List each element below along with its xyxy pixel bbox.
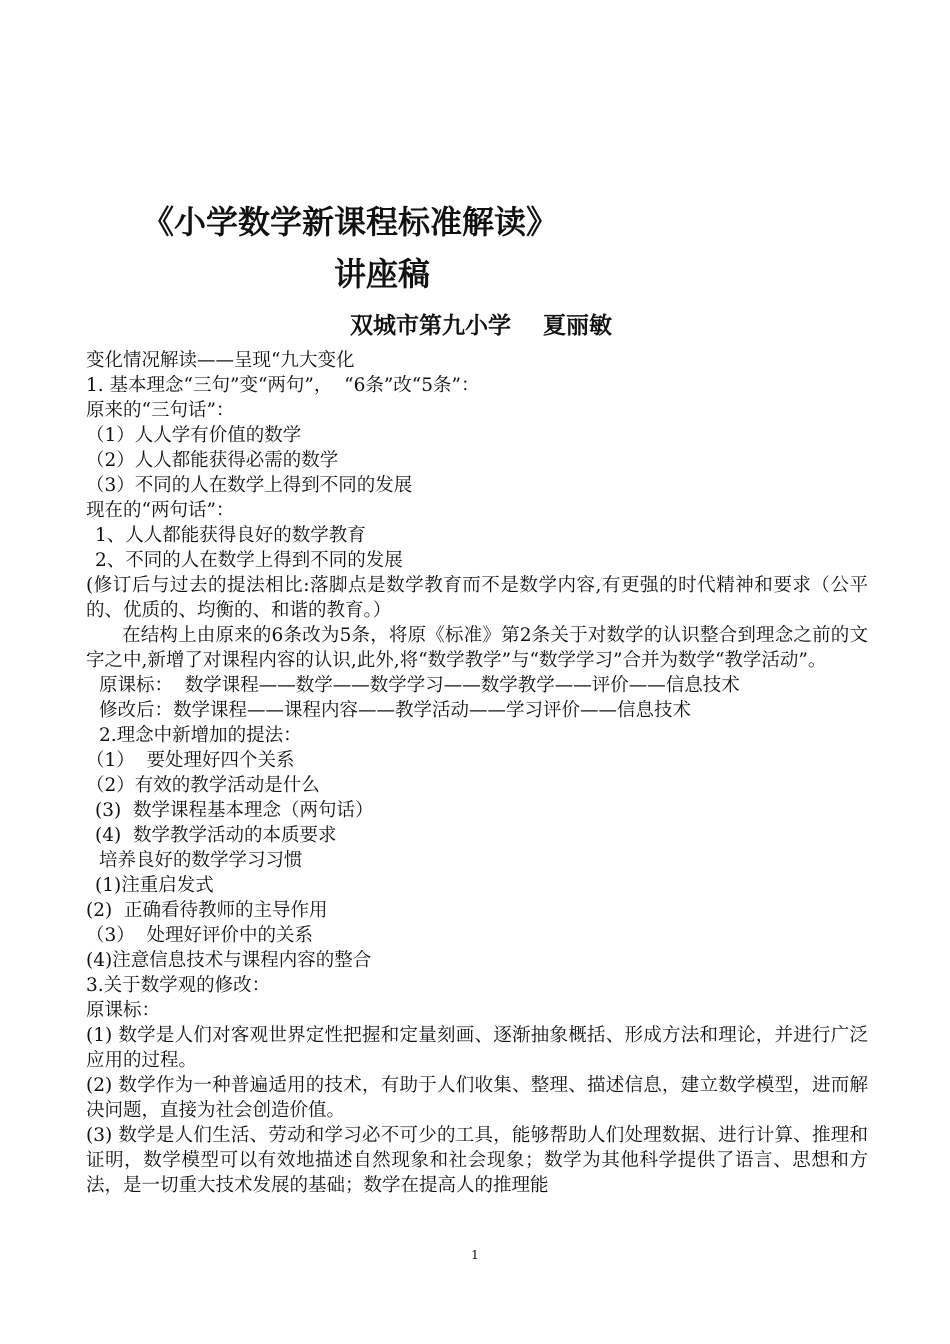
text-line: 现在的“两句话”： bbox=[86, 500, 235, 521]
list-item: （3） 处理好评价中的关系 bbox=[86, 925, 314, 946]
list-item: （1）人人学有价值的数学 bbox=[86, 425, 302, 446]
list-item: (2) 数学作为一种普遍适用的技术，有助于人们收集、整理、描述信息，建立数学模型，进而解决问题，直接为社会创造价值。 bbox=[86, 1075, 868, 1121]
list-item: 1、人人都能获得良好的数学教育 bbox=[95, 525, 366, 546]
paragraph: (修订后与过去的提法相比:落脚点是数学教育而不是数学内容,有更强的时代精神和要求（公平的、优质的、均衡的、和谐的教育。） bbox=[86, 575, 868, 621]
author-line: 双城市第九小学 夏丽敏 bbox=[350, 313, 613, 339]
list-item: (4)注意信息技术与课程内容的整合 bbox=[86, 950, 372, 971]
document-title: 《小学数学新课程标准解读》 bbox=[142, 203, 559, 241]
text-line: 原来的“三句话”： bbox=[86, 400, 235, 421]
section-heading: 2.理念中新增加的提法： bbox=[99, 725, 302, 746]
list-item: （3）不同的人在数学上得到不同的发展 bbox=[86, 475, 413, 496]
page-number: 1 bbox=[471, 1248, 479, 1262]
list-item: (1) 数学是人们对客观世界定性把握和定量刻画、逐渐抽象概括、形成方法和理论，并进行广泛应用的过程。 bbox=[86, 1025, 868, 1071]
document-subtitle: 讲座稿 bbox=[334, 255, 431, 293]
list-item: （2）有效的教学活动是什么 bbox=[86, 775, 320, 796]
list-item: (4) 数学教学活动的本质要求 bbox=[95, 825, 337, 846]
list-item: （1） 要处理好四个关系 bbox=[86, 750, 295, 771]
list-item: (3) 数学课程基本理念（两句话） bbox=[95, 800, 374, 821]
text-line: 培养良好的数学学习习惯 bbox=[99, 850, 303, 871]
text-line: 原课标： 数学课程——数学——数学学习——数学教学——评价——信息技术 bbox=[99, 675, 740, 696]
section-heading: 3.关于数学观的修改： bbox=[86, 975, 271, 996]
text-line: 1. 基本理念“三句”变“两句”， “6条”改“5条”： bbox=[86, 375, 480, 396]
list-item: 2、不同的人在数学上得到不同的发展 bbox=[95, 550, 403, 571]
list-item: （2）人人都能获得必需的数学 bbox=[86, 450, 339, 471]
list-item: (3) 数学是人们生活、劳动和学习必不可少的工具，能够帮助人们处理数据、进行计算、推理和证明，数学模型可以有效地描述自然现象和社会现象；数学为其他科学提供了语言、思想和方法，是一切重大技术发展的基础；数学在提高人的推理能 bbox=[86, 1125, 868, 1196]
paragraph: 在结构上由原来的6条改为5条，将原《标准》第2条关于对数学的认识整合到理念之前的文字之中,新增了对课程内容的认识,此外,将“数学教学”与“数学学习”合并为数学“教学活动”。 bbox=[86, 625, 868, 671]
text-line: 修改后：数学课程——课程内容——教学活动——学习评价——信息技术 bbox=[99, 700, 692, 721]
document-body bbox=[86, 348, 868, 1198]
text-line: 变化情况解读——呈现“九大变化 bbox=[86, 350, 355, 371]
text-line: 原课标： bbox=[86, 1000, 161, 1021]
list-item: (1)注重启发式 bbox=[95, 875, 214, 896]
list-item: (2) 正确看待教师的主导作用 bbox=[86, 900, 328, 921]
